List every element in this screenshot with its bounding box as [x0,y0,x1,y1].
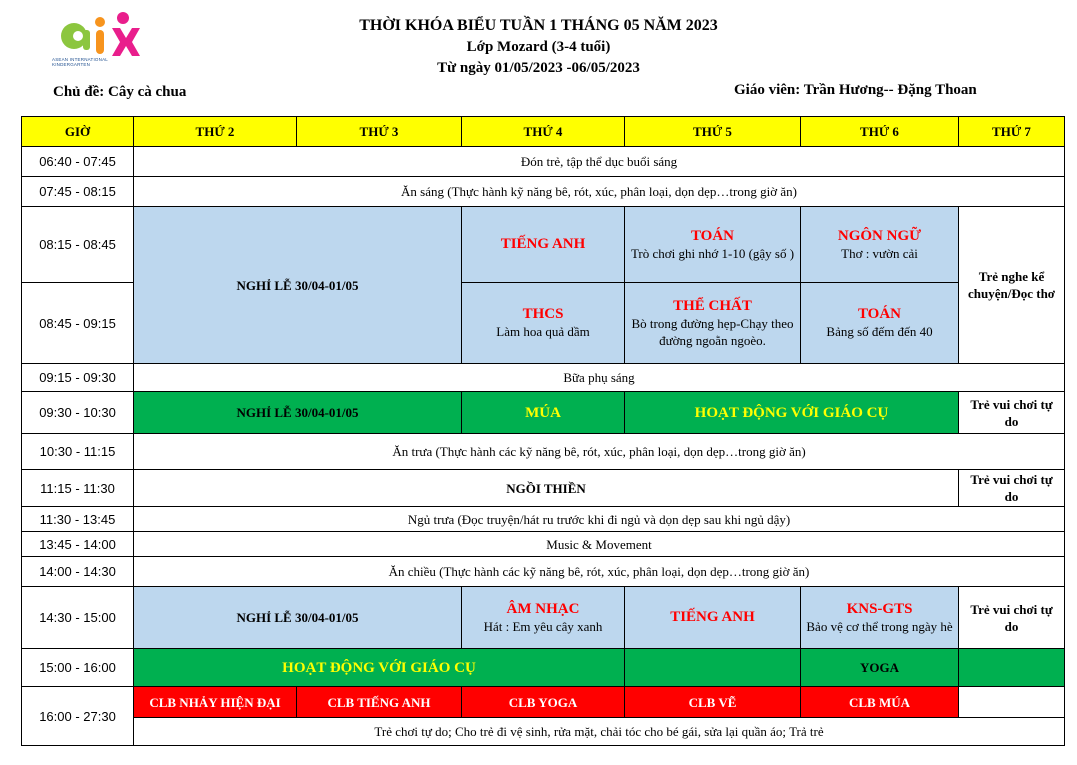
col-header-wed: THỨ 4 [462,117,625,147]
timetable [21,116,1065,746]
col-header-fri: THỨ 6 [801,117,959,147]
activity-title: KNS-GTS [846,600,913,617]
activity-cell [625,392,959,434]
holiday-cell: NGHỈ LỄ 30/04-01/05 [134,587,462,649]
activity-cell [801,207,959,283]
activity-text: Làm hoa quả dầm [496,324,590,339]
activity-title: THỂ CHẤT [673,297,752,314]
table-row [22,434,1065,470]
col-header-sat: THỨ 7 [959,117,1065,147]
time-cell: 15:00 - 16:00 [22,649,134,687]
activity-cell [625,283,801,364]
time-cell: 11:30 - 13:45 [22,507,134,532]
date-range: Từ ngày 01/05/2023 -06/05/2023 [437,60,640,76]
saturday-cell: Trẻ nghe kể chuyện/Đọc thơ [959,207,1065,364]
time-cell: 09:15 - 09:30 [22,364,134,392]
saturday-cell: Trẻ vui chơi tự do [959,392,1065,434]
table-row [22,718,1065,746]
activity-cell: Ăn chiều (Thực hành các kỹ năng bê, rót, xúc, phân loại, dọn dẹp…trong giờ ăn) [134,557,1065,587]
time-cell: 16:00 - 27:30 [22,687,134,746]
table-row [22,147,1065,177]
time-cell: 10:30 - 11:15 [22,434,134,470]
club-cell: CLB VẼ [625,687,801,718]
table-row [22,507,1065,532]
class-name: Lớp Mozard (3-4 tuổi) [466,39,611,55]
table-row [22,177,1065,207]
activity-cell [801,283,959,364]
activity-title: TIẾNG ANH [670,609,755,625]
activity-cell [462,207,625,283]
col-header-mon: THỨ 2 [134,117,297,147]
time-cell: 14:00 - 14:30 [22,557,134,587]
table-row [22,207,1065,283]
activity-cell [462,392,625,434]
club-cell: CLB MÚA [801,687,959,718]
table-row [22,532,1065,557]
activity-text: Trò chơi ghi nhớ 1-10 (gậy số ) [630,245,795,261]
col-header-time: GIỜ [22,117,134,147]
col-header-thu: THỨ 5 [625,117,801,147]
time-cell: 09:30 - 10:30 [22,392,134,434]
activity-cell: NGỒI THIỀN [134,470,959,507]
club-cell: CLB YOGA [462,687,625,718]
col-header-tue: THỨ 3 [297,117,462,147]
activity-title: TIẾNG ANH [500,236,586,252]
table-row [22,649,1065,687]
activity-cell [625,207,801,283]
table-row [22,364,1065,392]
activity-text: Thơ : vườn cải [841,245,918,261]
activity-title: HOẠT ĐỘNG VỚI GIÁO CỤ [282,659,476,676]
header-row [22,117,1065,147]
time-cell: 08:45 - 09:15 [22,283,134,364]
time-cell: 11:15 - 11:30 [22,470,134,507]
activity-cell: Đón trẻ, tập thể dục buổi sáng [134,147,1065,177]
time-cell: 07:45 - 08:15 [22,177,134,207]
topic: Chủ đề: Cây cà chua [53,84,187,100]
activity-title: TOÁN [857,306,902,322]
saturday-cell: Trẻ vui chơi tự do [959,587,1065,649]
activity-cell: Bữa phụ sáng [134,364,1065,392]
activity-text: Hát : Em yêu cây xanh [483,618,603,634]
activity-cell: Trẻ chơi tự do; Cho trẻ đi vệ sinh, rửa mặt, chải tóc cho bé gái, sửa lại quần áo; Trả trẻ [134,718,1065,746]
teacher: Giáo viên: Trần Hương-- Đặng Thoan [734,82,977,98]
page-title: THỜI KHÓA BIỂU TUẦN 1 THÁNG 05 NĂM 2023 [359,17,718,34]
table-row [22,392,1065,434]
activity-title: ÂM NHẠC [506,600,580,617]
logo-subtitle: ASEAN INTERNATIONAL KINDERGARTEN [52,57,108,67]
time-cell: 13:45 - 14:00 [22,532,134,557]
activity-text: Bảng số đếm đến 40 [826,324,933,339]
activity-cell [134,649,625,687]
empty-cell [625,649,801,687]
saturday-cell: Trẻ vui chơi tự do [959,470,1065,507]
activity-cell [462,587,625,649]
time-cell: 14:30 - 15:00 [22,587,134,649]
activity-title: TOÁN [690,227,735,244]
activity-cell [801,587,959,649]
activity-cell: Ngủ trưa (Đọc truyện/hát ru trước khi đi ngủ và dọn dẹp sau khi ngủ dậy) [134,507,1065,532]
activity-text: Bò trong đường hẹp-Chạy theo đường ngoằn ngoèo. [631,315,794,348]
holiday-cell: NGHỈ LỄ 30/04-01/05 [134,207,462,364]
empty-cell [959,687,1065,718]
table-row [22,687,1065,718]
activity-cell [462,283,625,364]
activity-cell: YOGA [801,649,959,687]
time-cell: 06:40 - 07:45 [22,147,134,177]
activity-cell: Ăn trưa (Thực hành các kỹ năng bê, rót, xúc, phân loại, dọn dẹp…trong giờ ăn) [134,434,1065,470]
activity-cell: Ăn sáng (Thực hành kỹ năng bê, rót, xúc, phân loại, dọn dẹp…trong giờ ăn) [134,177,1065,207]
activity-title: THCS [522,306,564,322]
table-row [22,587,1065,649]
activity-title: MÚA [525,404,561,421]
empty-cell [959,649,1065,687]
activity-title: HOẠT ĐỘNG VỚI GIÁO CỤ [694,404,889,421]
activity-text: Bảo vệ cơ thể trong ngày hè [806,618,953,634]
club-cell: CLB NHẢY HIỆN ĐẠI [134,687,297,718]
holiday-cell: NGHỈ LỄ 30/04-01/05 [134,392,462,434]
table-row [22,557,1065,587]
club-cell: CLB TIẾNG ANH [297,687,462,718]
activity-title: NGÔN NGỮ [837,227,922,244]
activity-cell [625,587,801,649]
time-cell: 08:15 - 08:45 [22,207,134,283]
activity-cell: Music & Movement [134,532,1065,557]
table-row [22,470,1065,507]
